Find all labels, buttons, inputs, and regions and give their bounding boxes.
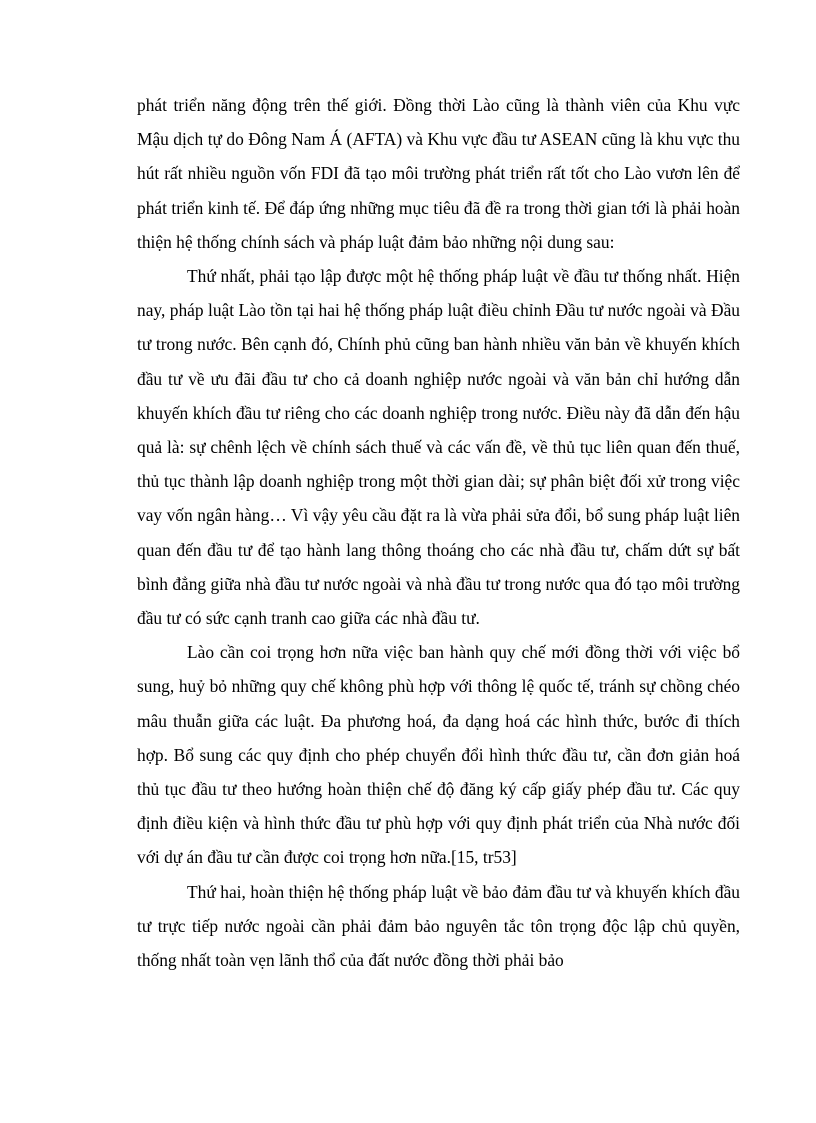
body-text [137, 88, 740, 977]
paragraph-second-point: Thứ hai, hoàn thiện hệ thống pháp luật về bảo đảm đầu tư và khuyến khích đầu tư trực tiếp nước ngoài cần phải đảm bảo nguyên tắc tôn trọng độc lập chủ quyền, thống nhất toàn vẹn lãnh thổ của đất nước đồng thời phải bảo [137, 881, 740, 971]
paragraph-first-point: Thứ nhất, phải tạo lập được một hệ thống pháp luật về đầu tư thống nhất. Hiện nay, pháp luật Lào tồn tại hai hệ thống pháp luật điều chỉnh Đầu tư nước ngoài và Đầu tư trong nước. Bên cạnh đó, Chính phủ cũng ban hành nhiều văn bản về khuyến khích đầu tư về ưu đãi đầu tư cho cả doanh nghiệp nước ngoài và văn bản chỉ hướng dẫn khuyến khích đầu tư riêng cho các doanh nghiệp trong nước. Điều này đã dẫn đến hậu quả là: sự chênh lệch về chính sách thuế và các vấn đề, về thủ tục liên quan đến thuế, thủ tục thành lập doanh nghiệp trong một thời gian dài; sự phân biệt đối xử trong việc vay vốn ngân hàng… Vì vậy yêu cầu đặt ra là vừa phải sửa đổi, bổ sung pháp luật liên quan đến đầu tư để tạo hành lang thông thoáng cho các nhà đầu tư, chấm dứt sự bất bình đẳng giữa nhà đầu tư nước ngoài và nhà đầu tư trong nước qua đó tạo môi trường đầu tư có sức cạnh tranh cao giữa các nhà đầu tư. [137, 266, 740, 629]
paragraph-regulations: Lào cần coi trọng hơn nữa việc ban hành quy chế mới đồng thời với việc bổ sung, huỷ bỏ những quy chế không phù hợp với thông lệ quốc tế, tránh sự chồng chéo mâu thuẫn giữa các luật. Đa phương hoá, đa dạng hoá các hình thức, bước đi thích hợp. Bổ sung các quy định cho phép chuyển đổi hình thức đầu tư, cần đơn giản hoá thủ tục đầu tư theo hướng hoàn thiện chế độ đăng ký cấp giấy phép đầu tư. Các quy định điều kiện và hình thức đầu tư phù hợp với quy định phát triển của Nhà nước đối với dự án đầu tư cần được coi trọng hơn nữa.[15, tr53] [137, 642, 740, 868]
paragraph-continuation: phát triển năng động trên thế giới. Đồng thời Lào cũng là thành viên của Khu vực Mậu dịch tự do Đông Nam Á (AFTA) và Khu vực đầu tư ASEAN cũng là khu vực thu hút rất nhiều nguồn vốn FDI đã tạo môi trường phát triển rất tốt cho Lào vươn lên để phát triển kinh tế. Để đáp ứng những mục tiêu đã đề ra trong thời gian tới là phải hoàn thiện hệ thống chính sách và pháp luật đảm bảo những nội dung sau: [137, 95, 740, 252]
